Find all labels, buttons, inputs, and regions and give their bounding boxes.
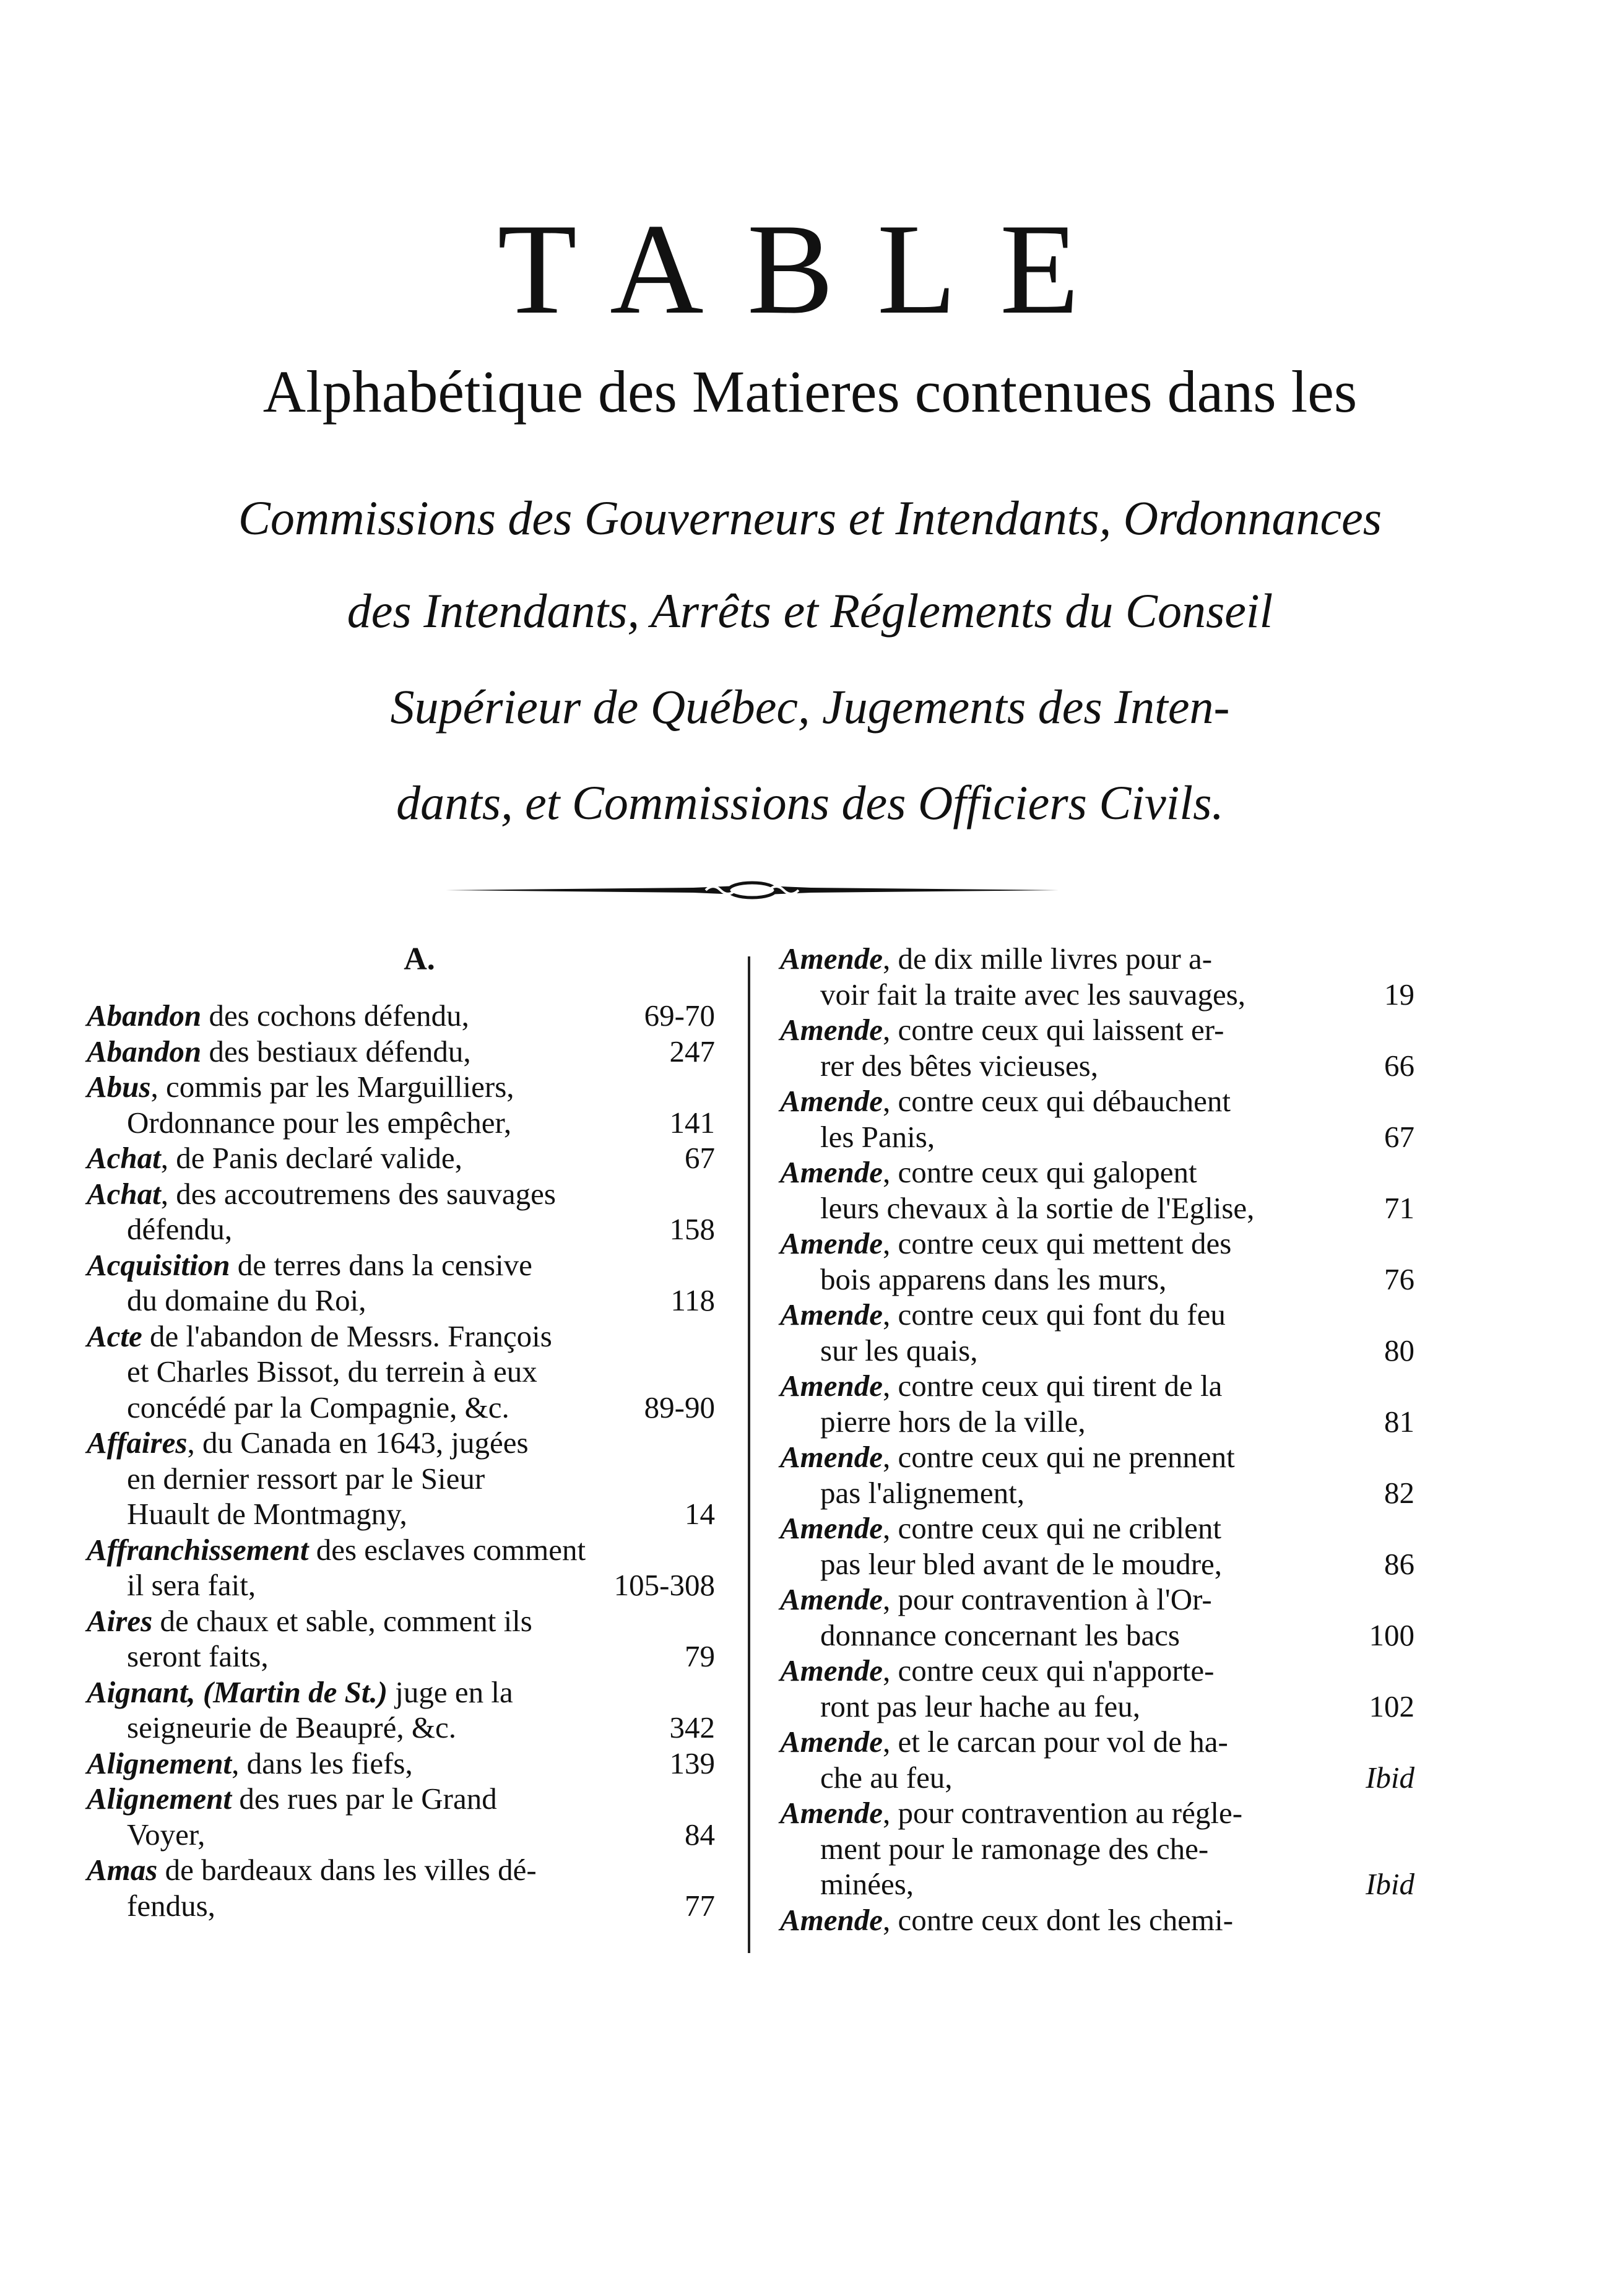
page-reference: 89-90 (644, 1390, 715, 1424)
index-entry (780, 1012, 1414, 1083)
entry-heading: Achat (87, 1141, 161, 1175)
entry-text: , de dix mille livres pour a- (883, 942, 1213, 976)
entry-continuation-line: ront pas leur hache au feu, (820, 1689, 1140, 1723)
index-entry (780, 1297, 1414, 1368)
section-letter: A. (404, 942, 435, 977)
page-reference: 67 (685, 1141, 715, 1175)
page-reference: 105-308 (613, 1568, 715, 1602)
page-reference: 76 (1384, 1262, 1414, 1296)
entry-text: des cochons défendu, (201, 999, 469, 1033)
entry-heading: Alignement (87, 1782, 232, 1816)
entry-first-line (780, 1154, 1306, 1190)
entry-heading: Amende (780, 1582, 883, 1616)
page-subtitle: Alphabétique des Matieres contenues dans les (262, 358, 1358, 425)
entry-heading: Aires (87, 1603, 153, 1638)
entry-first-line (780, 1902, 1306, 1938)
page-reference: 81 (1384, 1404, 1414, 1439)
entry-text: , pour contravention à l'Or- (883, 1582, 1212, 1616)
entry-continuation-line: pas leur bled avant de le moudre, (820, 1546, 1223, 1581)
entry-continuation-line: voir fait la traite avec les sauvages, (820, 977, 1246, 1012)
entry-heading: Affranchissement (87, 1532, 309, 1567)
entry-text: , contre ceux qui tirent de la (883, 1369, 1223, 1403)
entry-text: , contre ceux dont les chemi- (883, 1902, 1234, 1937)
entry-first-line (87, 1140, 607, 1176)
entry-heading: Achat (87, 1176, 161, 1211)
entry-continuation-line: seront faits, (127, 1639, 269, 1673)
index-entry (780, 1902, 1414, 1938)
index-column-right (780, 941, 1414, 1938)
page-reference: Ibid (1366, 1867, 1414, 1901)
entry-text: , contre ceux qui n'apporte- (883, 1653, 1215, 1687)
index-entry (780, 1510, 1414, 1582)
entry-heading: Amende (780, 1013, 883, 1047)
entry-first-line (87, 1746, 607, 1782)
entry-heading: Amende (780, 1653, 883, 1687)
entry-continuation-line: en dernier ressort par le Sieur (127, 1461, 485, 1496)
entry-continuation-line: défendu, (127, 1212, 233, 1246)
index-list-right (780, 941, 1414, 1938)
index-entry (780, 1154, 1414, 1226)
entry-first-line (87, 998, 607, 1034)
entry-heading: Amende (780, 942, 883, 976)
entry-text: , du Canada en 1643, jugées (187, 1426, 529, 1460)
entry-text: juge en la (388, 1674, 513, 1709)
index-entry (87, 998, 715, 1034)
entry-text: de l'abandon de Messrs. François (142, 1319, 552, 1353)
page-reference: 141 (669, 1105, 715, 1140)
entry-heading: Amende (780, 1725, 883, 1759)
entry-heading: Acte (87, 1319, 142, 1353)
ornamental-rule (446, 878, 1059, 903)
entry-text: des esclaves comment (308, 1532, 586, 1567)
index-entry (87, 1176, 715, 1247)
entry-text: de terres dans la censive (230, 1247, 532, 1282)
index-entry (780, 1795, 1414, 1902)
entry-heading: Amende (780, 1155, 883, 1189)
index-entry (87, 1247, 715, 1319)
entry-first-line (87, 1034, 607, 1070)
index-entry (780, 1439, 1414, 1510)
entry-continuation-line: pierre hors de la ville, (820, 1404, 1086, 1439)
entry-first-line (780, 1795, 1306, 1831)
entry-text: , contre ceux qui font du feu (883, 1297, 1226, 1332)
index-entry (87, 1140, 715, 1176)
page-reference: 118 (670, 1283, 715, 1317)
index-entry (780, 1582, 1414, 1653)
index-entry (87, 1852, 715, 1923)
entry-heading: Affaires (87, 1426, 188, 1460)
entry-first-line (87, 1425, 607, 1461)
entry-continuation-line: Ordonnance pour les empêcher, (127, 1105, 512, 1140)
entry-heading: Amende (780, 1902, 883, 1937)
entry-continuation-line: rer des bêtes vicieuses, (820, 1048, 1098, 1083)
page-reference: 19 (1384, 977, 1414, 1012)
entry-heading: Amende (780, 1369, 883, 1403)
entry-heading: Abandon (87, 1034, 202, 1068)
entry-continuation-line: donnance concernant les bacs (820, 1618, 1180, 1652)
entry-continuation-line: ment pour le ramonage des che- (820, 1831, 1209, 1866)
entry-first-line (780, 1510, 1306, 1546)
index-entry (780, 1083, 1414, 1154)
subtitle-line-1: Commissions des Gouverneurs et Intendants, Ordonnances (238, 491, 1382, 545)
entry-first-line (780, 941, 1306, 977)
index-entry (87, 1674, 715, 1746)
page-reference: 67 (1384, 1119, 1414, 1154)
entry-continuation-line: seigneurie de Beaupré, &c. (127, 1710, 456, 1744)
entry-continuation-line: du domaine du Roi, (127, 1283, 366, 1317)
index-entry (87, 1746, 715, 1782)
entry-text: , contre ceux qui mettent des (883, 1226, 1232, 1260)
index-entry (87, 1781, 715, 1852)
page-reference: 84 (685, 1817, 715, 1852)
entry-continuation-line: concédé par la Compagnie, &c. (127, 1390, 509, 1424)
index-entry (87, 1532, 715, 1603)
entry-heading: Amende (780, 1226, 883, 1260)
entry-continuation-line: sur les quais, (820, 1333, 978, 1367)
entry-heading: Amende (780, 1084, 883, 1118)
entry-first-line (780, 1012, 1306, 1048)
entry-first-line (780, 1582, 1306, 1618)
entry-first-line (87, 1781, 607, 1817)
page-reference: 86 (1384, 1546, 1414, 1581)
subtitle-line-4: dants, et Commissions des Officiers Civils. (396, 776, 1224, 830)
entry-heading: Aignant, (Martin de St.) (87, 1674, 388, 1709)
entry-heading: Acquisition (87, 1247, 230, 1282)
entry-heading: Amende (780, 1297, 883, 1332)
subtitle-line-2: des Intendants, Arrêts et Réglements du Conseil (347, 584, 1273, 638)
index-entry (87, 1603, 715, 1674)
subtitle-line-3: Supérieur de Québec, Jugements des Inten- (390, 680, 1230, 734)
entry-text: des rues par le Grand (232, 1782, 497, 1816)
entry-continuation-line: bois apparens dans les murs, (820, 1262, 1167, 1296)
index-column-left (87, 941, 715, 1923)
page-reference: 80 (1384, 1333, 1414, 1367)
index-entry (780, 941, 1414, 1012)
entry-first-line (87, 1069, 607, 1105)
entry-continuation-line: pas l'alignement, (820, 1475, 1024, 1510)
index-entry (87, 1034, 715, 1070)
entry-text: , contre ceux qui ne criblent (883, 1511, 1221, 1545)
entry-text: , contre ceux qui ne prennent (883, 1440, 1235, 1474)
entry-text: de bardeaux dans les villes dé- (157, 1853, 537, 1887)
entry-continuation-line: il sera fait, (127, 1568, 256, 1602)
page-reference: 247 (669, 1034, 715, 1068)
entry-continuation-line: Huault de Montmagny, (127, 1497, 407, 1531)
page-reference: 158 (669, 1212, 715, 1246)
entry-heading: Amende (780, 1440, 883, 1474)
index-entry (87, 1069, 715, 1140)
page-reference: 71 (1384, 1190, 1414, 1225)
entry-first-line (87, 1852, 607, 1888)
index-entry (780, 1368, 1414, 1439)
entry-continuation-line: Voyer, (127, 1817, 206, 1852)
page-reference: 69-70 (644, 999, 715, 1033)
entry-first-line (87, 1603, 607, 1639)
entry-heading: Amende (780, 1511, 883, 1545)
page-reference: 82 (1384, 1475, 1414, 1510)
entry-first-line (780, 1083, 1306, 1119)
entry-first-line (87, 1674, 607, 1710)
entry-first-line (780, 1653, 1306, 1689)
index-list-left (87, 998, 715, 1923)
entry-text: , commis par les Marguilliers, (150, 1070, 514, 1104)
page-reference: 100 (1369, 1618, 1414, 1652)
entry-continuation-line: et Charles Bissot, du terrein à eux (127, 1354, 537, 1388)
page-reference: 14 (685, 1497, 715, 1531)
entry-text: , contre ceux qui débauchent (883, 1084, 1231, 1118)
entry-continuation-line: leurs chevaux à la sortie de l'Eglise, (820, 1190, 1255, 1225)
index-entry (87, 1319, 715, 1426)
column-divider (748, 956, 750, 1953)
entry-continuation-line: fendus, (127, 1888, 215, 1923)
entry-continuation-line: minées, (820, 1867, 914, 1901)
entry-first-line (87, 1532, 607, 1568)
entry-first-line (780, 1226, 1306, 1262)
entry-first-line (780, 1724, 1306, 1760)
page-reference: 66 (1384, 1048, 1414, 1083)
page-reference: 77 (685, 1888, 715, 1923)
entry-first-line (87, 1319, 607, 1354)
entry-first-line (780, 1368, 1306, 1404)
entry-continuation-line: les Panis, (820, 1119, 935, 1154)
page-reference: 102 (1369, 1689, 1414, 1723)
entry-text: , et le carcan pour vol de ha- (883, 1725, 1228, 1759)
entry-text: , des accoutremens des sauvages (160, 1176, 556, 1211)
index-entry (780, 1724, 1414, 1795)
entry-text: , de Panis declaré valide, (160, 1141, 462, 1175)
entry-text: de chaux et sable, comment ils (152, 1603, 532, 1638)
entry-first-line (87, 1247, 607, 1283)
entry-text: , contre ceux qui galopent (883, 1155, 1197, 1189)
entry-heading: Abus (87, 1070, 151, 1104)
index-entry (87, 1425, 715, 1532)
index-entry (780, 1226, 1414, 1297)
entry-heading: Abandon (87, 999, 202, 1033)
entry-text: des bestiaux défendu, (201, 1034, 471, 1068)
entry-continuation-line: che au feu, (820, 1760, 953, 1795)
index-entry (780, 1653, 1414, 1724)
entry-text: , pour contravention au régle- (883, 1796, 1243, 1830)
entry-first-line (780, 1297, 1306, 1333)
page-reference: Ibid (1366, 1760, 1414, 1795)
entry-heading: Amas (87, 1853, 158, 1887)
page-title: TABLE (497, 197, 1123, 341)
page-reference: 139 (669, 1746, 715, 1780)
entry-heading: Alignement (87, 1746, 232, 1780)
entry-heading: Amende (780, 1796, 883, 1830)
entry-first-line (780, 1439, 1306, 1475)
page-reference: 79 (685, 1639, 715, 1673)
entry-text: , dans les fiefs, (232, 1746, 413, 1780)
page-reference: 342 (669, 1710, 715, 1744)
entry-first-line (87, 1176, 607, 1212)
entry-text: , contre ceux qui laissent er- (883, 1013, 1224, 1047)
